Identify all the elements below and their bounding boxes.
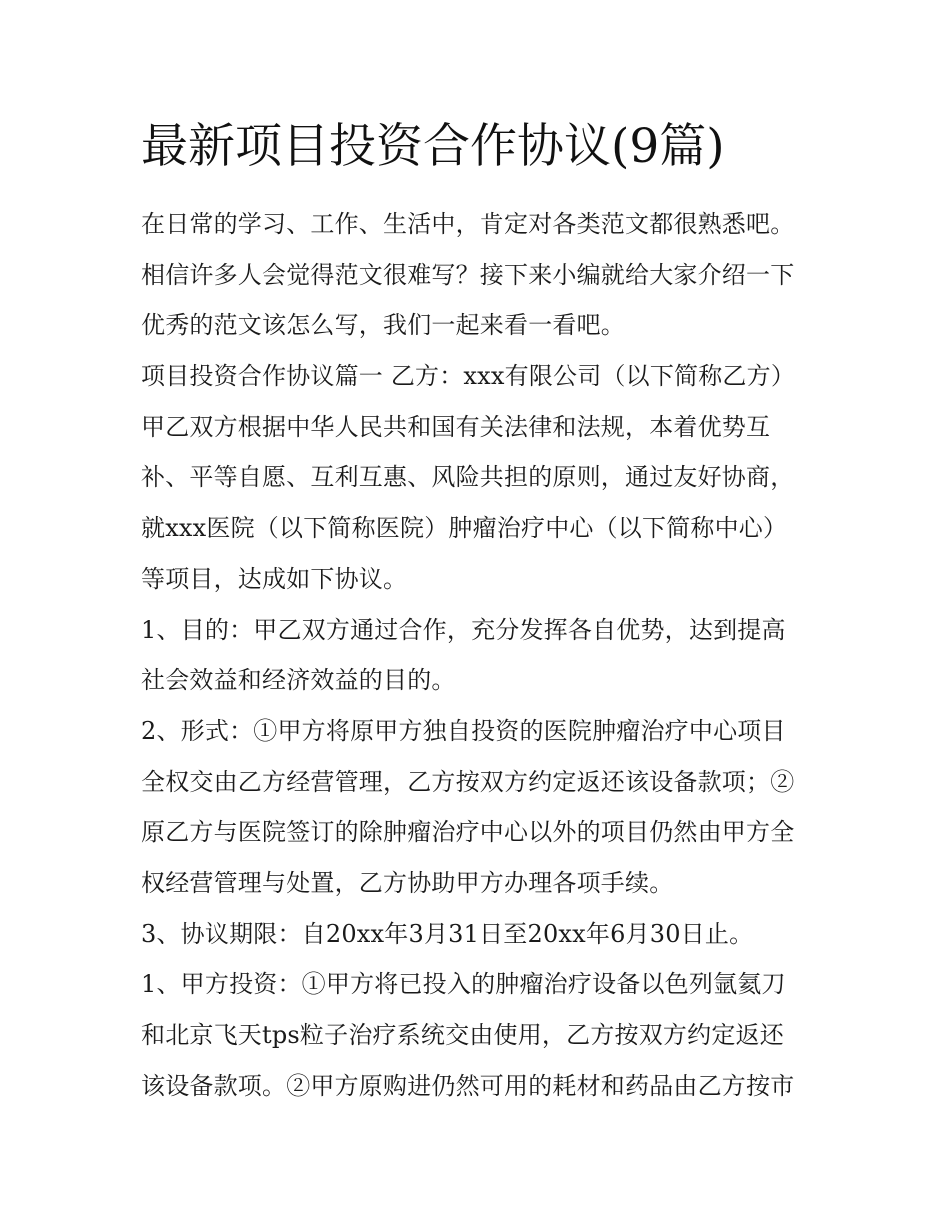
body-line: 相信许多人会觉得范文很难写？接下来小编就给大家介绍一下 xyxy=(141,260,795,289)
body-line: 在日常的学习、工作、生活中，肯定对各类范文都很熟悉吧。 xyxy=(141,210,795,238)
body-line: 和北京飞天tps粒子治疗系统交由使用，乙方按双方约定返还 xyxy=(141,1021,784,1049)
body-line: 优秀的范文该怎么写，我们一起来看一看吧。 xyxy=(141,311,625,340)
body-line: 2、形式：①甲方将原甲方独自投资的医院肿瘤治疗中心项目 xyxy=(141,716,786,745)
body-line: 补、平等自愿、互利互惠、风险共担的原则，通过友好协商， xyxy=(141,463,795,492)
body-line: 该设备款项。②甲方原购进仍然可用的耗材和药品由乙方按市 xyxy=(141,1071,795,1100)
body-line: 1、甲方投资：①甲方将已投入的肿瘤治疗设备以色列氩氦刀 xyxy=(141,970,786,999)
body-line: 全权交由乙方经营管理，乙方按双方约定返还该设备款项；② xyxy=(141,767,795,796)
body-line: 3、协议期限：自20xx年3月31日至20xx年6月30日止。 xyxy=(141,919,754,948)
body-line: 项目投资合作协议篇一 乙方：xxx有限公司（以下简称乙方） xyxy=(141,362,796,391)
body-line: 原乙方与医院签订的除肿瘤治疗中心以外的项目仍然由甲方全 xyxy=(141,818,795,847)
body-line: 就xxx医院（以下简称医院）肿瘤治疗中心（以下简称中心） xyxy=(141,514,788,543)
document-body xyxy=(141,199,821,1111)
document-title: 最新项目投资合作协议(9篇) xyxy=(141,119,725,174)
body-line: 等项目，达成如下协议。 xyxy=(141,564,408,593)
body-line: 甲乙双方根据中华人民共和国有关法律和法规，本着优势互 xyxy=(141,412,771,441)
body-line: 1、目的：甲乙双方通过合作，充分发挥各自优势，达到提高 xyxy=(141,615,786,644)
body-line: 权经营管理与处置，乙方协助甲方办理各项手续。 xyxy=(141,868,674,897)
body-line: 社会效益和经济效益的目的。 xyxy=(141,666,456,695)
